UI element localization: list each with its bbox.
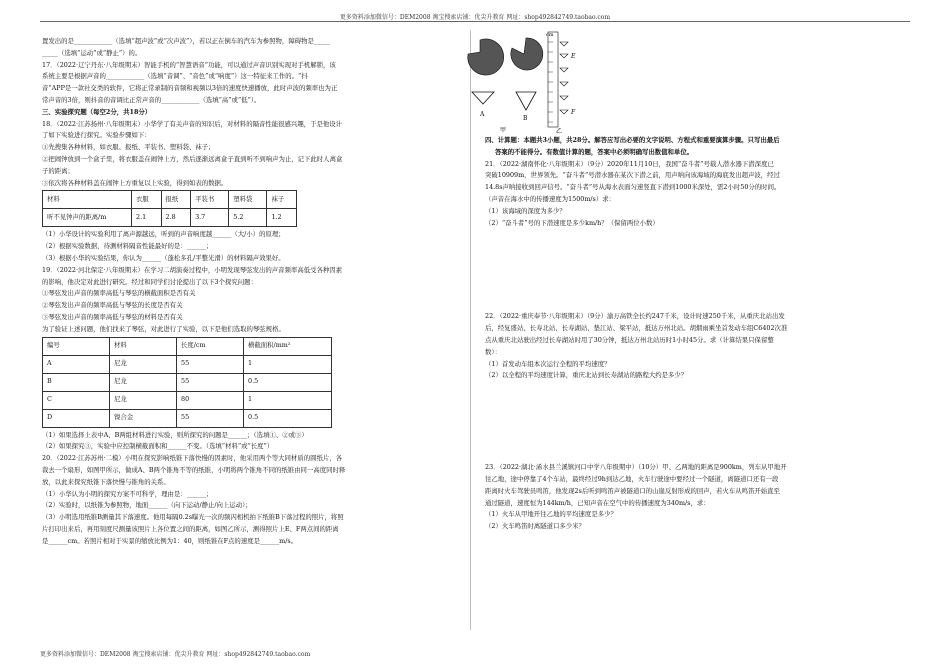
text-line: （1）小华认为小明的探究方案不可科学，理由是：______； [42, 489, 213, 498]
table-cell: 3.7 [191, 209, 229, 227]
right-column [480, 30, 909, 533]
text-line: 数）： [485, 347, 501, 356]
text-line: （1）小华设计的实验利用了离声源越远，听到的声音响度越______（大/小）的原理； [42, 230, 285, 239]
table-cell: 袜子 [267, 191, 297, 209]
table-cell: 报纸 [161, 191, 191, 209]
text-line: 为了验证上述问题，他们找来了琴弦，对此进行了实验，以下是他们选取的琴弦规格。 [42, 324, 285, 333]
cone-b [516, 92, 536, 110]
table-cell: 横截面积/mm² [244, 337, 332, 355]
falling-cones [560, 42, 568, 114]
table-cell: 0.5 [244, 409, 332, 427]
table-cell: 长度/cm [177, 337, 244, 355]
text-line: （声音在海水中的传播速度为1500m/s）求： [485, 194, 616, 203]
table-cell: 尼龙 [110, 355, 177, 373]
table-cell: 1 [244, 355, 332, 373]
text-line: （2）实验时，以纸锥为参照物，地面______（向下运动/静止/向上运动）； [42, 501, 252, 510]
table-cell: 编号 [43, 337, 110, 355]
question-21: 21．（2022·湖南怀化·八年级期末）（9分）2020年11月10日，我国“奋斗者”号载人潜水器下潜深度已 [485, 159, 774, 168]
text-line: （2）以全程的平均速度计算，重庆北站到长寿湖站的路程大约是多少？ [485, 371, 688, 380]
table-cell: 1.2 [267, 209, 297, 227]
table-row [43, 355, 332, 373]
text-line: 距离时火车驾驶员鸣笛，他发现2s后听到鸣笛声被隧道口的山崖反射形成的回声，若火车从鸣笛开始直至 [485, 486, 780, 495]
point-f-label: F [571, 109, 576, 116]
answer-space [485, 229, 909, 311]
table-cell: 0.5 [244, 373, 332, 391]
text-line: ②把闹钟放到一个盒子里，将衣服盖在闹钟上方，然后逐渐远离盒子直到听不到响声为止，记下此时人离盒 [42, 154, 343, 163]
text-line: 音”APP是一款社交类的软件，它将正常录制的音频和视频以3倍的速度快速播放，此时声波的频率也为正 [42, 84, 338, 93]
text-line: 裁去一个扇形，如图甲所示，做成A、B两个锥角不等的纸锥，小明将两个锥角不同的纸锥由同一高度同时释 [42, 465, 346, 474]
text-line: 是______cm。若照片相对于实景的缩放比例为1：40，则纸锥在F点的速度是______m/s。 [42, 536, 298, 545]
text-line: ③琴弦发出声音的频率高低与琴弦的材料是否有关 [42, 312, 183, 321]
text-line: 点从重庆北站驶出经过长寿湖站时用了30分钟，抵达万州北站历时1小时45分。求（计算结果只保留整 [485, 335, 774, 344]
text-line: 片打印出来后，再用刻度尺测量该照片上各位置之间的距离，如图乙所示，测得照片上E、F两点间的距离 [42, 524, 339, 533]
question-18: 18．（2022·江苏扬州·八年级期末）小华学了有关声音的知识后，对材料的隔音性能很感兴趣，于是他设计 [42, 119, 343, 128]
question-22: 22．（2022·重庆奉节·八年级期末）（9分）渝万高铁全长约247千米，设计时速250千米，从重庆北站出发 [485, 312, 785, 321]
table-cell: A [43, 355, 110, 373]
text-line: 子的距离； [42, 166, 74, 175]
table-cell: 材料 [110, 337, 177, 355]
text-line: 突破10909m，世界领先。“奋斗者”号潜水器在某次下潜之前，用声呐向该海域的海底发出超声波，经过 [485, 171, 780, 180]
text-line: 放，以此来探究纸锥下落快慢与锥角的关系。 [42, 477, 170, 486]
figure-label-jia: 甲 [500, 127, 507, 134]
table-cell: 尼龙 [110, 391, 177, 409]
table-cell: B [43, 373, 110, 391]
text-line: 通过隧道，速度恒为144km/h，已知声音在空气中的传播速度为340m/s，求： [485, 498, 710, 507]
table-cell: 塑料袋 [229, 191, 267, 209]
question-17: 17．（2022·辽宁丹东·八年级期末）智能手机的“智慧语音”功能，可以通过声音识别实现对手机解锁，该 [42, 60, 336, 69]
text-line: 14.8s声呐接收到回声信号。“奋斗者”号从海水表面匀速竖直下潜到1000米深处，需2小时50分的时间。 [485, 183, 781, 192]
text-line: （1）火车从甲地开往乙地的平均速度是多少？ [485, 510, 617, 519]
text-line: 往乙地，途中停靠了4个车站，最终经过9h到达乙地，火车行驶途中要经过一个隧道，离隧道口还有一段 [485, 474, 779, 483]
table-cell: 1 [244, 391, 332, 409]
table-cell: 80 [177, 391, 244, 409]
cone-b-label: B [523, 115, 528, 122]
text-line: （2）火车鸣笛时离隧道口多少米？ [485, 522, 585, 531]
question-23: 23．（2022·湖北·浠水县兰溪镇河口中学八年级期中）（10分）甲、乙两地的距离是900km，列车从甲地开 [485, 463, 787, 472]
text-line: （2）如果探究③，实验中应控制横截面积和______不变。（选填“材料”或“长度”） [42, 442, 274, 451]
point-e-label: E [571, 53, 576, 60]
table-cell: 55 [177, 409, 244, 427]
text-line: 系统主要是根据声音的____________（选填“音调”、“音色”或“响度”）这一特征来工作的。“抖 [42, 72, 308, 81]
text-line: （1）如果选择上表中A、B两组材料进行实验，则所探究的问题是______；（选填①、②或③） [42, 430, 308, 439]
section-4-note: 答案的不能得分。有数值计算的题，答案中必须明确写出数值和单位。 [495, 147, 694, 156]
table-row [43, 191, 297, 209]
table-cell: 平装书 [191, 191, 229, 209]
page-header: 更多资料添加微信号：DEM2008 淘宝搜索店铺：优尖升教育 网址：shop492842749.taobao.com [339, 14, 611, 21]
answer-space [485, 382, 909, 462]
text-line: （3）小明选用纸锥B测量其下落速度。他用每隔0.2s曝光一次的频闪相机拍下纸锥B下落过程的照片，将照 [42, 513, 344, 522]
cone-a-label: A [480, 111, 485, 118]
table-cell: C [43, 391, 110, 409]
table-row [43, 391, 332, 409]
question-20: 20．（2022·江苏苏州·二模）小明在探究影响纸锥下落快慢的因素时，他采用两个等大同材质的圆纸片，各 [42, 454, 343, 463]
text-line: 常声音的3倍，则抖音的音调比正常声音的____________（选填“高”或“低”）。 [42, 95, 261, 104]
table-row [43, 409, 332, 427]
table-cell: 尼龙 [110, 373, 177, 391]
text-line: 后，经复盛站、长寿北站、长寿湖站、垫江站、梁平站，抵达万州北站。胡烟雨乘坐首发动车组C6402次准 [485, 324, 788, 333]
page-footer: 更多资料添加微信号：DEM2008 淘宝搜索店铺：优尖升教育 网址：shop492842749.taobao.com [40, 651, 311, 658]
table-cell: 55 [177, 355, 244, 373]
text-line: ①先搜集各种材料，如衣服、报纸、平装书、塑料袋、袜子； [42, 143, 215, 152]
table-row [43, 209, 297, 227]
text-line: 置发出的是____________（选填“超声波”或“次声波”），若以正在倒车的汽车为参照物，障碍物是_____ [42, 37, 330, 45]
table-cell: 55 [177, 373, 244, 391]
text-line: ③依次将各种材料盖在闹钟上方重复以上实验，得到如表的数据。 [42, 178, 228, 187]
text-line: （1）该海域的深度为多少？ [485, 206, 566, 215]
text-line: （2）“奋斗者”号的下潜速度是多少km/h？（保留两位小数） [485, 218, 659, 227]
text-line: （3）根据小华的实验结果，你认为______（蓬松多孔/平整光滑）的材料隔声效果好。 [42, 253, 285, 262]
text-line: ②琴弦发出声音的频率高低与琴弦的长度是否有关 [42, 301, 183, 310]
cone-a [472, 92, 494, 104]
table-cell: 衣服 [132, 191, 162, 209]
ruler [548, 32, 558, 127]
table-cell: 5.2 [229, 209, 267, 227]
text-line: ①琴弦发出声音的频率高低与琴弦的横截面积是否有关 [42, 289, 196, 298]
text-line: （2）根据实验数据，待测材料隔音性能最好的是：______； [42, 242, 213, 251]
paper-disc-a [468, 39, 504, 75]
table-row [43, 337, 332, 355]
table-cell: 材料 [43, 191, 132, 209]
table-cell: 镍合金 [110, 409, 177, 427]
string-table [42, 337, 332, 428]
figure-label-yi: 乙 [556, 128, 563, 135]
ruler-unit: cm [546, 32, 554, 38]
header-rule [40, 21, 910, 22]
paper-disc-b [511, 38, 543, 70]
section-4-heading: 四、计算题：本题共3小题，共28分。解答应写出必要的文字说明、方程式和重要演算步骤。只写出最后 [485, 136, 780, 144]
table-row [43, 373, 332, 391]
question-19: 19．（2022·河北保定·八年级期末）在学习二胡演奏过程中，小明发现琴弦发出的声音频率高低受各种因素 [42, 265, 343, 274]
table-cell: 2.1 [132, 209, 162, 227]
table-cell: D [43, 409, 110, 427]
text-line: _____（选填“运动”或“静止”）的。 [42, 48, 142, 57]
table-cell: 2.8 [161, 209, 191, 227]
left-column [42, 36, 457, 548]
section-3-heading: 三、实验探究题（每空2分，共18分） [42, 107, 152, 116]
text-line: 了如下实验进行探究。实验步骤如下： [42, 131, 151, 140]
paper-cone-figure [460, 30, 590, 135]
material-table [42, 190, 297, 227]
text-line: （1）首发动车组本次运行全程的平均速度？ [485, 359, 611, 368]
text-line: 的影响，他决定对此进行研究。经过和同学们讨论提出了以下3个探究问题： [42, 277, 257, 286]
table-cell: 听不见钟声的距离/m [43, 209, 132, 227]
